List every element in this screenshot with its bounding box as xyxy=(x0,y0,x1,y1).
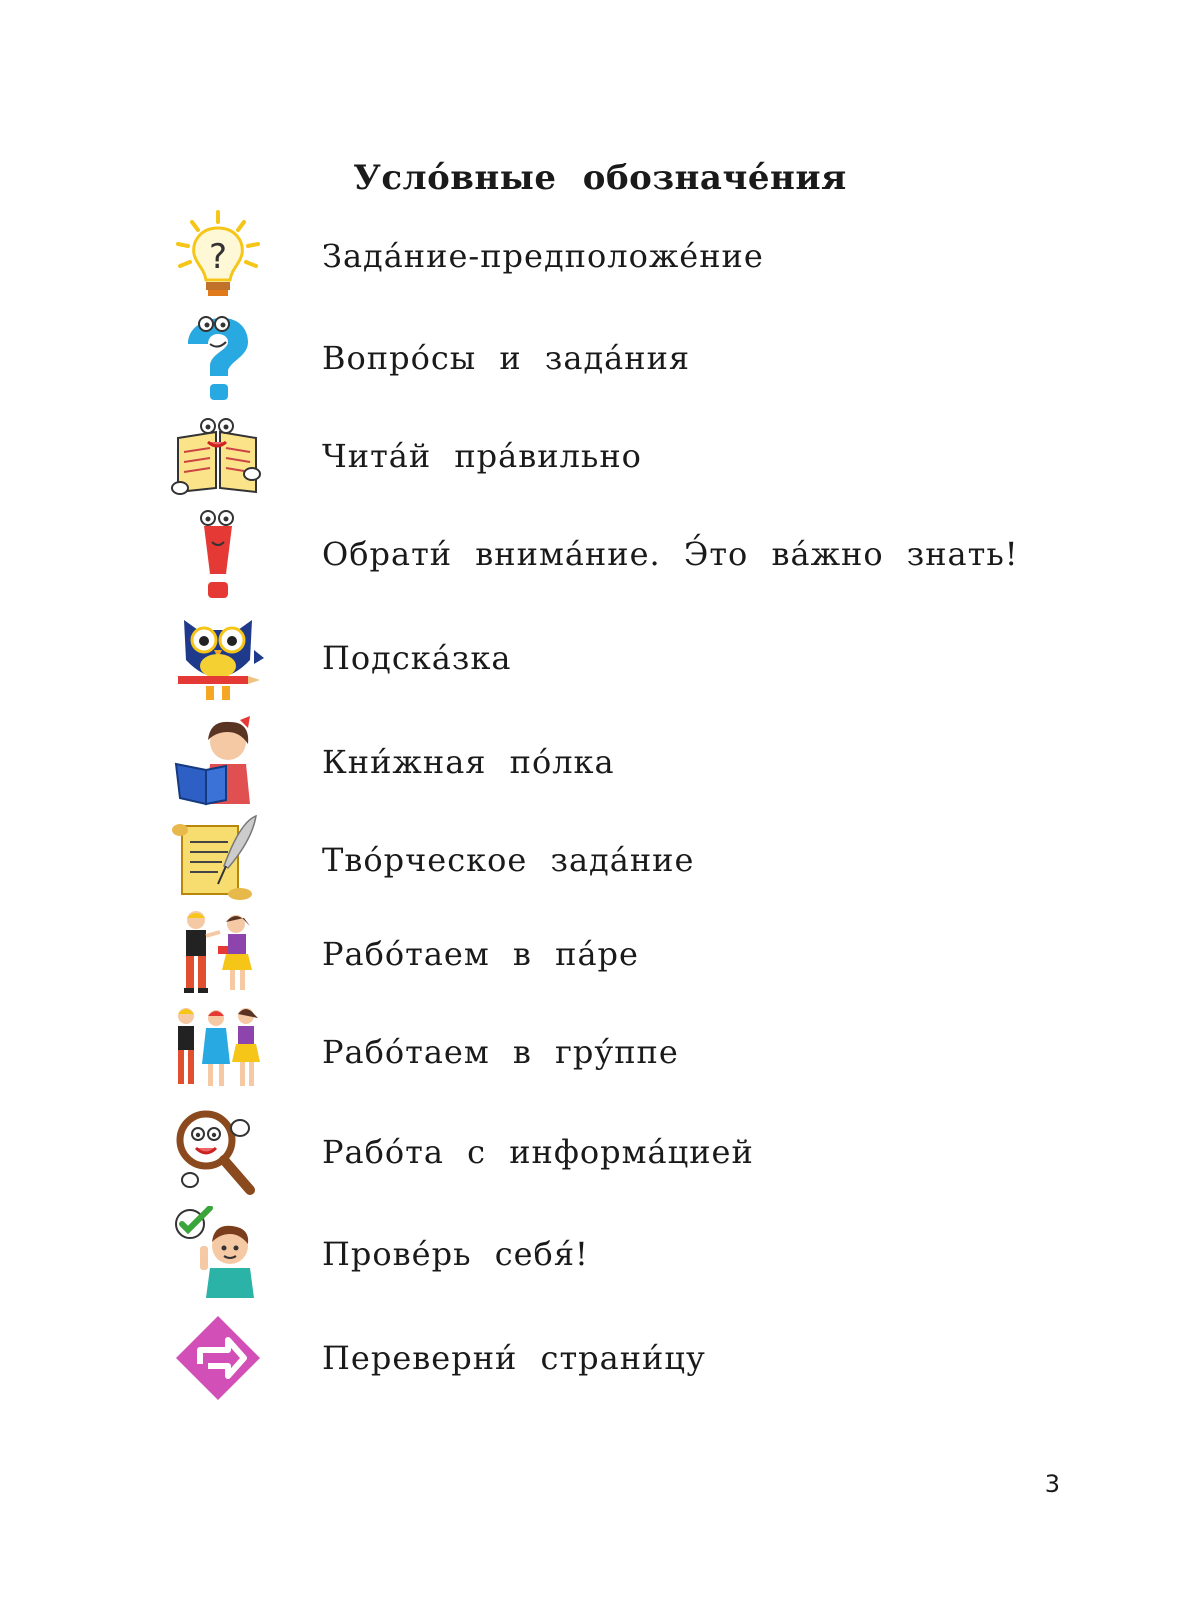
legend-item xyxy=(170,610,1070,706)
legend-label: Тво́рческое зада́ние xyxy=(322,841,695,879)
legend-label: Рабо́таем в гру́ппе xyxy=(322,1033,679,1071)
legend-item xyxy=(170,1206,1070,1302)
scroll-quill-icon xyxy=(170,812,266,908)
svg-text:?: ? xyxy=(208,237,228,277)
legend-label: Зада́ние-предположе́ние xyxy=(322,237,764,275)
question-mark-icon xyxy=(170,310,266,406)
legend-label: Обрати́ внима́ние. Э́то ва́жно знать! xyxy=(322,535,1019,573)
legend-item xyxy=(170,310,1070,406)
group-children-icon xyxy=(170,1004,266,1100)
boy-checkmark-icon xyxy=(170,1206,266,1302)
legend-item xyxy=(170,1104,1070,1200)
page-number: 3 xyxy=(1044,1470,1060,1498)
turn-page-arrow-icon xyxy=(170,1310,266,1406)
legend-label: Прове́рь себя́! xyxy=(322,1235,589,1273)
legend-item xyxy=(170,1310,1070,1406)
legend-label: Подска́зка xyxy=(322,639,512,677)
legend-label: Чита́й пра́вильно xyxy=(322,437,642,475)
girl-reading-icon xyxy=(170,714,266,810)
legend-item xyxy=(170,1004,1070,1100)
legend-item xyxy=(170,812,1070,908)
legend-label: Рабо́та с информа́цией xyxy=(322,1133,754,1171)
legend-item xyxy=(170,208,1070,304)
legend-item xyxy=(170,906,1070,1002)
open-book-icon xyxy=(170,408,266,504)
legend-item xyxy=(170,506,1070,602)
legend-label: Кни́жная по́лка xyxy=(322,743,615,781)
legend-label: Рабо́таем в па́ре xyxy=(322,935,639,973)
legend-label: Переверни́ страни́цу xyxy=(322,1339,706,1377)
magnifier-icon xyxy=(170,1104,266,1200)
exclamation-mark-icon xyxy=(170,506,266,602)
lightbulb-question-icon xyxy=(170,208,266,304)
legend-item xyxy=(170,714,1070,810)
pair-children-icon xyxy=(170,906,266,1002)
legend-label: Вопро́сы и зада́ния xyxy=(322,339,691,377)
page-title: Усло́вные обозначе́ния xyxy=(353,158,847,198)
legend-item xyxy=(170,408,1070,504)
owl-icon xyxy=(170,610,266,706)
